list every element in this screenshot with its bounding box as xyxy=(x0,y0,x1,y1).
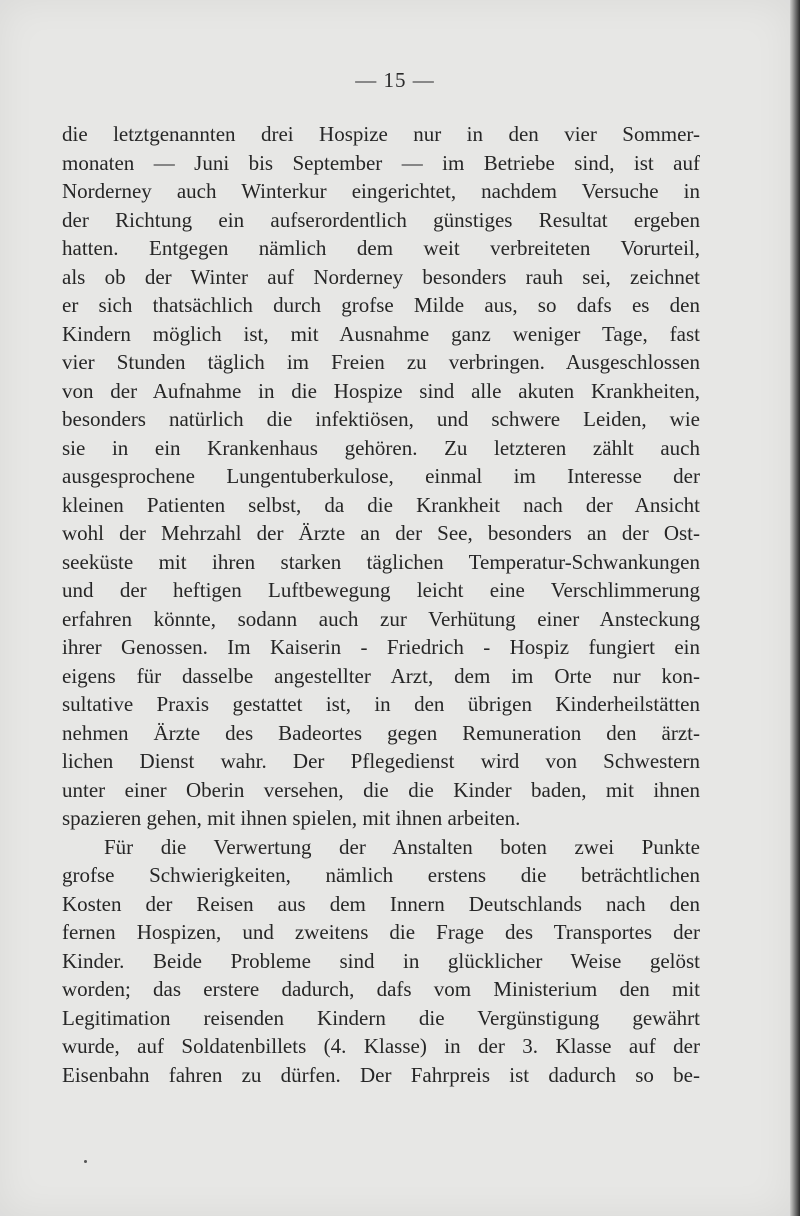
text-line: spazieren gehen, mit ihnen spielen, mit ihnen arbeiten. xyxy=(62,806,521,830)
text-line: eigens für dasselbe angestellter Arzt, dem im Orte nur kon- xyxy=(62,663,700,688)
text-line: fernen Hospizen, und zweitens die Frage des Transportes der xyxy=(62,920,700,944)
text-line: sie in ein Krankenhaus gehören. Zu letzteren zählt auch xyxy=(62,435,700,460)
text-line: von der Aufnahme in die Hospize sind alle akuten Krankheiten, xyxy=(62,378,700,403)
text-line: ausgesprochene Lungentuberkulose, einmal im Interesse der xyxy=(62,464,700,488)
text-line: worden; das erstere dadurch, dafs vom Ministerium den mit xyxy=(62,977,700,1001)
text-line: nehmen Ärzte des Badeortes gegen Remuneration den ärzt- xyxy=(62,720,700,745)
text-line: sultative Praxis gestattet ist, in den übrigen Kinderheilstätten xyxy=(62,692,700,716)
text-line: als ob der Winter auf Norderney besonders rauh sei, zeichnet xyxy=(62,264,700,289)
scan-edge-shadow xyxy=(790,0,800,1216)
text-line: hatten. Entgegen nämlich dem weit verbreiteten Vorurteil, xyxy=(62,236,700,260)
text-line: lichen Dienst wahr. Der Pflegedienst wird von Schwestern xyxy=(62,749,700,773)
text-line: ihrer Genossen. Im Kaiserin - Friedrich - Hospiz fungiert ein xyxy=(62,635,700,659)
text-line: und der heftigen Luftbewegung leicht eine Verschlimmerung xyxy=(62,578,700,602)
text-line: die letztgenannten drei Hospize nur in den vier Sommer- xyxy=(62,122,700,146)
text-line: Für die Verwertung der Anstalten boten zwei Punkte xyxy=(104,834,700,859)
text-line: monaten — Juni bis September — im Betriebe sind, ist auf xyxy=(62,150,700,175)
text-line: Legitimation reisenden Kindern die Vergünstigung gewährt xyxy=(62,1005,700,1030)
text-line: erfahren könnte, sodann auch zur Verhütung einer Ansteckung xyxy=(62,606,700,631)
text-line: Kinder. Beide Probleme sind in glücklicher Weise gelöst xyxy=(62,948,700,973)
text-line: wurde, auf Soldatenbillets (4. Klasse) in der 3. Klasse auf der xyxy=(62,1034,700,1058)
text-line: kleinen Patienten selbst, da die Krankheit nach der Ansicht xyxy=(62,492,700,517)
text-line: seeküste mit ihren starken täglichen Temperatur-Schwankungen xyxy=(62,549,700,574)
text-line: Kindern möglich ist, mit Ausnahme ganz weniger Tage, fast xyxy=(62,321,700,346)
text-line: Kosten der Reisen aus dem Innern Deutschlands nach den xyxy=(62,891,700,916)
text-line: unter einer Oberin versehen, die die Kinder baden, mit ihnen xyxy=(62,777,700,802)
text-line: wohl der Mehrzahl der Ärzte an der See, besonders an der Ost- xyxy=(62,521,700,545)
text-line: vier Stunden täglich im Freien zu verbringen. Ausgeschlossen xyxy=(62,350,700,374)
body-text xyxy=(62,120,700,1089)
text-line: besonders natürlich die infektiösen, und schwere Leiden, wie xyxy=(62,407,700,431)
ink-speck xyxy=(84,1160,87,1163)
text-line: Eisenbahn fahren zu dürfen. Der Fahrpreis ist dadurch so be- xyxy=(62,1062,700,1087)
text-line: grofse Schwierigkeiten, nämlich erstens die beträchtlichen xyxy=(62,863,700,887)
page-number: — 15 — xyxy=(355,68,435,92)
text-line: der Richtung ein aufserordentlich günstiges Resultat ergeben xyxy=(62,207,700,232)
text-line: Norderney auch Winterkur eingerichtet, nachdem Versuche in xyxy=(62,179,700,203)
text-line: er sich thatsächlich durch grofse Milde aus, so dafs es den xyxy=(62,293,700,317)
